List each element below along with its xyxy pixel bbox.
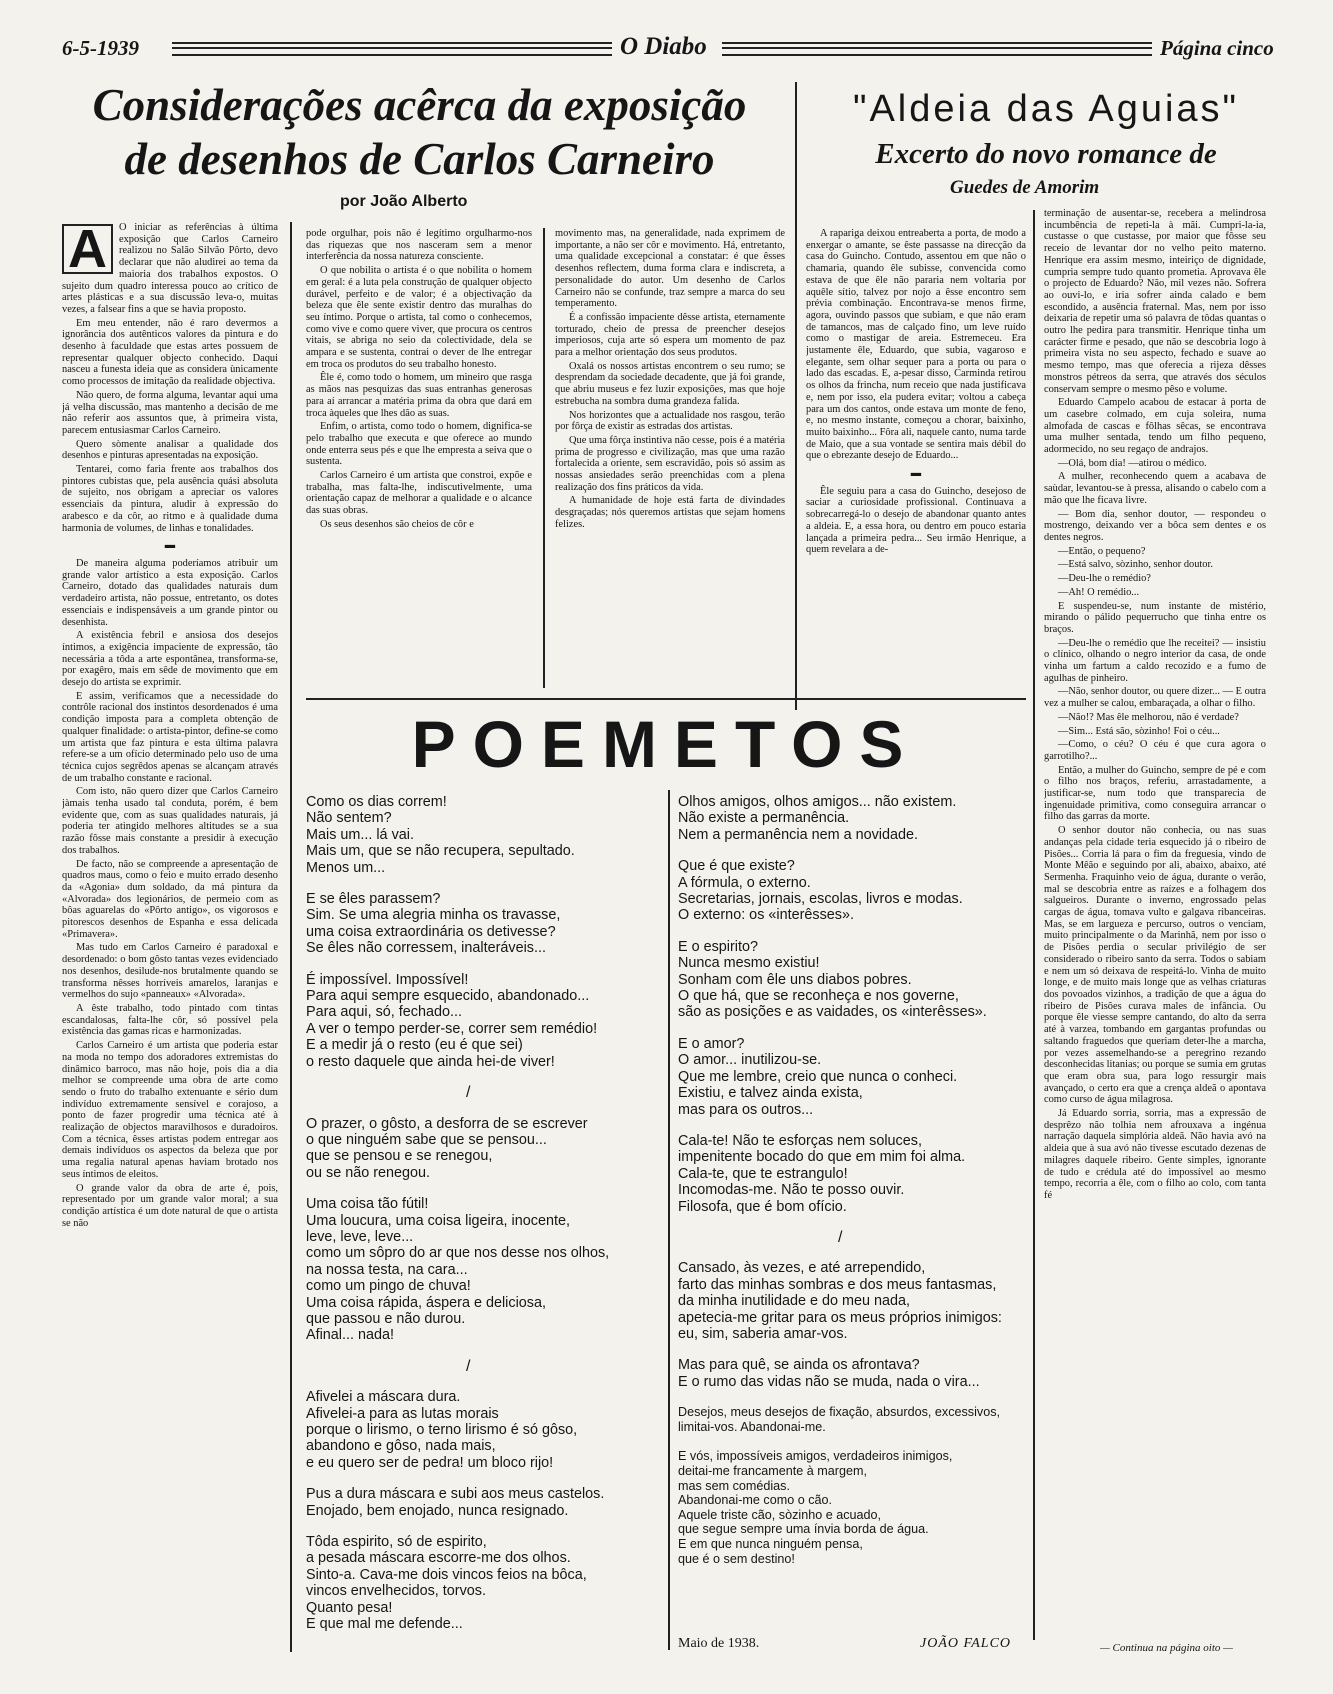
- poem-line: O amor... inutilizou-se.: [678, 1052, 822, 1069]
- poem-line: que se pensou e se renegou,: [306, 1148, 493, 1165]
- poem-line: como um pingo de chuva!: [306, 1278, 471, 1295]
- poem-stanza: [678, 1449, 1028, 1566]
- poem-line: Tôda espirito, só de espirito,: [306, 1534, 487, 1551]
- poem-line: E vós, impossíveis amigos, verdadeiros inimigos,: [678, 1449, 953, 1464]
- poem-line: eu, sim, saberia amar-vos.: [678, 1325, 848, 1342]
- paragraph: Então, a mulher do Guincho, sempre de pé e com o filho nos braços, referiu, arrastadamente, a justificar-se, num todo que transparecia de ingenuidade primitiva, como conseguira arrancar o filho das garras da morte.: [1044, 764, 1266, 823]
- poem-line: Incomodas-me. Não te posso ouvir.: [678, 1182, 905, 1199]
- paragraph: Que uma fôrça instintiva não cesse, pois é a matéria prima de progresso e civilização, mas que uma razão fortalecida a oriente, sem escravidão, pois só assim as nossas ansiedades serão preenchidas com a plena realização dos fins práticos da vida.: [555, 434, 785, 493]
- paragraph: Mas tudo em Carlos Carneiro é paradoxal e desordenado: o bom gôsto tantas vezes evidenciado nos desenhos, desilude-nos brutalmente quando se transforma nêsses horríveis amarelos, laranjas e vermelhos do sujo «panneaux» «Alvorada».: [62, 942, 278, 1001]
- poem-line: E o espirito?: [678, 938, 758, 955]
- poem-line: Existiu, e talvez ainda exista,: [678, 1085, 863, 1102]
- poem-line: limitai-vos. Abandonai-me.: [678, 1419, 826, 1434]
- poem-line: são as posições e as vaidades, os «interêsses».: [678, 1004, 987, 1021]
- poem-line: Desejos, meus desejos de fixação, absurdos, excessivos,: [678, 1405, 1001, 1420]
- poem-line: Uma coisa rápida, áspera e deliciosa,: [306, 1294, 546, 1311]
- poem-line: Sinto-a. Cava-me dois vincos feios na bôca,: [306, 1566, 587, 1583]
- poem-right-column: [678, 794, 1028, 1654]
- poem-line: Sim. Se uma alegria minha os travasse,: [306, 907, 561, 924]
- poem-line: que passou e não durou.: [306, 1310, 466, 1327]
- poem-stanza: [306, 891, 662, 957]
- column-divider-right: [1033, 210, 1035, 1640]
- issue-date: 6-5-1939: [62, 36, 139, 60]
- poem-line: Que é que existe?: [678, 858, 795, 875]
- paragraph: Os seus desenhos são cheios de côr e: [320, 518, 474, 530]
- paragraph: Já Eduardo sorria, sorria, mas a expressão de desprêzo não tolhia nem afrouxava a ingénua narração daquela simplória aldeã. Não havia avó na aldeia que à sua avó não tivesse escutado dezenas de milagres daquele ribeiro. Gente simples, ignorante de tudo e crédula até do impossível ao mesmo tempo, recorria a êle, com o filho ao colo, com tanta fé: [1044, 1108, 1266, 1201]
- article-column-1: [62, 222, 278, 1652]
- poemetos-top-rule: [306, 698, 1026, 700]
- column-divider: [290, 222, 292, 1652]
- paragraph: Êle seguiu para a casa do Guincho, desejoso de saciar a curiosidade profissional. Continuava a sobrecarregá-lo o desejo de abandonar quanto antes a aldeia. E, a essa hora, ou dentro em pouco estaria lançada a primeira pedra... Seu irmão Henrique, a quem revelara a de-: [806, 485, 1026, 556]
- poem-line: uma coisa extraordinária os detivesse?: [306, 923, 556, 940]
- poem-line: o que ninguém sabe que se pensou...: [306, 1131, 547, 1148]
- poem-line: Filosofa, que é bom ofício.: [678, 1198, 847, 1215]
- poem-line: ou se não renegou.: [306, 1164, 431, 1181]
- poem-left-column: [306, 794, 662, 1654]
- poem-stanza: [306, 1486, 662, 1519]
- aldeia-column-1: [806, 228, 1026, 688]
- poem-line: E o amor?: [678, 1035, 745, 1052]
- poem-line: Abandonai-me como o cão.: [678, 1493, 833, 1508]
- paragraph: A êste trabalho, todo pintado com tintas escandalosas, falta-lhe côr, só possível pela existência das gamas ricas e harmonizadas.: [62, 1003, 278, 1038]
- poem-line: Sonham com êle uns diabos pobres.: [678, 971, 912, 988]
- poem-line: da minha inutilidade e do meu nada,: [678, 1293, 911, 1310]
- paragraph: Carlos Carneiro é um artista que poderia estar na moda no tempo dos adoradores extremistas do dinâmico barroco, mas não hoje, pois dia a dia melhor se compreende uma obra de arte como sendo o fruto do trabalho extenuante e sério dum indivíduo extremamente sensível e corajoso, a ponto de fazer progredir uma técnica até à realização de objectos maravilhosos e duradoiros. Com a técnica, êsses artistas podem entregar aos demais indivíduos os aspectos da beleza que por uma regalia natural apenas haviam brotado nos seus íntimos de eleitos.: [62, 1040, 278, 1180]
- paragraph: Em meu entender, não é raro devermos a ignorância dos autênticos valores da pintura e do desenho à faculdade que estas artes possuem de representar qualquer objecto conhecido. Daqui nasceu a funesta ideia que as considera ùnicamente como processos de imitação da realidade objectiva.: [62, 317, 278, 388]
- poem-separator: /: [466, 1084, 471, 1102]
- paragraph: O iniciar as referências à última exposição que Carlos Carneiro realizou no Salão Silvão Pôrto, devo declarar que não aludirei ao tema da maioria dos trabalhos expostos. O sujeito dum quadro interessa pouco ao crítico de artes plásticas e a sua discussão leva-o, muitas vezes, a falsear fins a que se havia proposto.: [62, 222, 278, 315]
- poem-stanza: [306, 794, 662, 876]
- masthead-rule-right: [722, 42, 1152, 56]
- poem-line: Enojado, bem enojado, nunca resignado.: [306, 1502, 569, 1519]
- dialogue-line: —Ah! O remédio...: [1058, 586, 1140, 598]
- page-number: Página cinco: [1160, 36, 1274, 60]
- poem-line: Não sentem?: [306, 810, 392, 827]
- poem-stanza: [678, 1036, 1028, 1118]
- paragraph: Nos horizontes que a actualidade nos rasgou, terão por fôrça de existir as estradas dos artistas.: [555, 409, 785, 433]
- poem-line: deitai-me francamente à margem,: [678, 1463, 867, 1478]
- poem-line: apetecia-me gritar para os meus próprios inimigos:: [678, 1309, 1002, 1326]
- poem-line: Não existe a permanência.: [678, 810, 850, 827]
- poem-line: O externo: os «interêsses».: [678, 907, 854, 924]
- poem-signature: JOÃO FALCO: [920, 1636, 1012, 1651]
- section-ornament: ▬: [910, 468, 922, 480]
- dialogue-line: —Como, o céu? O céu é que cura agora o garrotilho?...: [1044, 739, 1266, 762]
- poem-stanza: [678, 1405, 1028, 1434]
- paragraph: E assim, verificamos que a necessidade do contrôle racional dos instintos desordenados é uma condição imposta para a completa obtenção de qualquer finalidade: o artista-pintor, define-se como um artista que faz pintura e esta última palavra refere-se a um ofício determinado pelo uso de uma técnica cujos segrêdos apenas se alcançam através de um trabalho constante e racional.: [62, 690, 278, 784]
- paragraph: Não quero, de forma alguma, levantar aqui uma já velha discussão, mas mantenho a decisão de me não referir aos assuntos que, à primeira vista, parecem entusiasmar Carlos Carneiro.: [62, 389, 278, 436]
- dialogue-line: —Então, o pequeno?: [1058, 545, 1146, 557]
- poem-line: vincos envelhecidos, torvos.: [306, 1583, 486, 1600]
- paragraph: O senhor doutor não conhecia, ou nas suas andanças pela cidade teria esquecido já o ribeiro de Pisões... Corria lá para o fim da freguesia, vindo de Monte Mêão e seguindo por ali, abaixo, abaixo, até Sermenha. Fraquinho veio de água, durante o verão, mal se descobria entre as raízes e a folhagem dos salgueiros. Durante o inverno, engrossado pelas cargas de água, tomava vulto e galgava ribanceiras. Mas, se em largueza e percurso, outros o venciam, muito principalmente o da Marinhã, nem por isso o de Pisões perdia o secular privilégio de ser considerado o ribeiro santo da serra. Todos o sabiam e nem um só deixava de respeitá-lo. Vinha de muito longe, e de muito mais longe que as velhas criaturas dos povoados vizinhos, a tradição de que a água do ribeiro de Pisões curava males de infância. Ou porque êle viesse sempre cantando, do alto da serra até à varzea, tombando em gargantas profundas ou saltando fraguedos que queriam deter-lhe a marcha, por vezes assemelhando-se a peregrino rezando desconhecidas litanias; ou porque se sumia em grutas que eram obra sua, para logo ressurgir mais avançado, o certo era que a crença aldeã o apontava como curso de água milagrosa.: [1044, 825, 1266, 1106]
- paragraph: Com isto, não quero dizer que Carlos Carneiro jàmais tenha usado tal conduta, porém, é bem evidente que, com as suas qualidades naturais, já poderia ter atingido melhores altitudes se a sua razão fôsse mais constante a presidir à execução dos trabalhos.: [62, 786, 278, 856]
- poem-line: Que me lembre, creio que nunca o conheci.: [678, 1068, 958, 1085]
- poem-line: A fórmula, o externo.: [678, 874, 811, 891]
- dialogue-line: —Não, senhor doutor, ou quere dizer... — E outra vez a mulher se calou, embaraçada, a olhar o filho.: [1044, 686, 1266, 710]
- poem-line: Menos um...: [306, 859, 386, 876]
- poem-line: O prazer, o gôsto, a desforra de se escrever: [306, 1115, 588, 1132]
- aldeia-author: Guedes de Amorim: [950, 177, 1100, 198]
- paragraph: Quero sòmente analisar a qualidade dos desenhos e pinturas apresentadas na exposição.: [62, 438, 278, 462]
- section-ornament: ▬: [164, 540, 176, 552]
- newspaper-name: O Diabo: [620, 33, 707, 60]
- poem-line: Se êles não corressem, inalteráveis...: [306, 940, 546, 957]
- poem-stanza: [678, 794, 1028, 843]
- poem-line: Afivelei-a para as lutas morais: [306, 1405, 499, 1422]
- poem-line: E se êles parassem?: [306, 891, 441, 908]
- article-byline: por João Alberto: [340, 193, 468, 210]
- poem-line: Cala-te, que te estrangulo!: [678, 1165, 848, 1182]
- poem-line: como um sôpro do ar que nos desse nos olhos,: [306, 1245, 610, 1262]
- dialogue-line: —Está salvo, sòzinho, senhor doutor.: [1058, 559, 1213, 571]
- paragraph: Êle é, como todo o homem, um mineiro que rasga as mãos nas pesquizas das suas entranhas generosas para aí arrancar a matéria prima da obra que dará em troca àqueles que lhes dão as suas.: [306, 372, 532, 419]
- poem-line: É impossível. Impossível!: [306, 971, 469, 988]
- poem-stanza: [306, 1389, 662, 1471]
- paragraph: A humanidade de hoje está farta de divindades desgraçadas; nós queremos artistas que sejam homens felizes.: [555, 495, 785, 530]
- poem-stanza: [678, 939, 1028, 1021]
- continued-note: — Continua na página oito —: [1100, 1642, 1233, 1654]
- column-divider: [543, 228, 545, 688]
- poem-column-divider: [668, 790, 670, 1650]
- paragraph: A rapariga deixou entreaberta a porta, de modo a enxergar o amante, se êste passasse na direcção da casa do Guincho. Contudo, assentou em que não o chamaria, quando êle subisse, convencida como estava de que êle não pararia nem voltaria por aquêle sítio, talvez por nojo a êsse encontro sem prévia combinação. Encontrava-se menos firme, agora, ouvindo passos que subiam, e que não eram de tamancos, mas de calçado fino, um leve ruído como o mastigar de areia. Estremeceu. Era justamente êle, Eduardo, que subia, vagaroso e elegante, sem olhar sequer para a porta ou para o lado das escadas. E, a-pesar disso, Carminda retirou os olhos da frincha, num receio que nada justificava e, nem por isso, ela pudera evitar; voltou a cabeça para um dos cantos, onde estava um monte de feno, e, no mesmo instante, começou a chorar, baixinho, muito baixinho... Fôra ali, naquele canto, numa tarde de Maio, que a sua vontade se sentira mais débil do que o ebrezante desejo de Eduardo...: [806, 228, 1026, 462]
- poem-line: Afinal... nada!: [306, 1327, 395, 1344]
- poem-line: impenitente bocado do que em mim foi alma.: [678, 1149, 966, 1166]
- dialogue-line: —Sim... Está são, sòzinho! Foi o céu...: [1058, 725, 1220, 737]
- poem-line: Para aqui, só, fechado...: [306, 1004, 462, 1021]
- paragraph: pode orgulhar, pois não é legítimo orgulharmo-nos das riquezas que nos nasceram sem a menor interferência da nossa natureza consciente.: [306, 228, 532, 263]
- poem-line: Uma coisa tão fútil!: [306, 1196, 429, 1213]
- poem-stanza: [678, 1133, 1028, 1215]
- paragraph: O grande valor da obra de arte é, pois, representado por um grande valor moral; a sua condição artística é um dote natural de que o artista se não: [62, 1182, 278, 1229]
- paragraph: movimento mas, na generalidade, nada exprimem de importante, a não ser côr e movimento. Há, entretanto, uma qualidade excepcional a constatar: é que êsses desenhos reflectem, duma forma clara e indiscreta, a personalidade do autor. Um desenho de Carlos Carneiro não se confunde, traz sempre a marca do seu temperamento.: [555, 228, 785, 310]
- poem-stanza: [306, 1116, 662, 1182]
- poem-separator: /: [466, 1357, 471, 1375]
- poem-line: Mais um, que se não recupera, sepultado.: [306, 843, 575, 860]
- poem-stanza: [678, 1260, 1028, 1342]
- article-divider: [795, 82, 797, 710]
- poemetos-title: POEMETOS: [411, 707, 921, 781]
- paragraph: Eduardo Campelo acabou de estacar à porta de um casebre colmado, em cuja soleira, numa almofada de cascas e fôlhas sêcas, se encontrava uma mulher sentada, tendo um filho pequeno, adormecido, no seu regaço de andrajos.: [1044, 397, 1266, 456]
- poem-line: Afivelei a máscara dura.: [306, 1389, 461, 1406]
- poem-stanza: [306, 1534, 662, 1632]
- aldeia-title: "Aldeia das Aguias": [852, 88, 1240, 130]
- poem-line: E o rumo das vidas não se muda, nada o vira...: [678, 1373, 980, 1390]
- poem-line: na nossa testa, na cara...: [306, 1261, 468, 1278]
- poem-line: que é o sem destino!: [678, 1551, 795, 1566]
- poem-line: Aquele triste cão, sòzinho e acuado,: [678, 1507, 882, 1522]
- poem-line: Como os dias correm!: [306, 794, 447, 810]
- paragraph: E suspendeu-se, num instante de mistério, mirando o pálido pequerrucho que tinha entre os braços.: [1044, 600, 1266, 635]
- poem-line: porque o lirismo, o terno lirismo é só gôso,: [306, 1422, 578, 1438]
- paragraph: A mulher, reconhecendo quem a acabava de saùdar, levantou-se à pressa, alisando o cabelo com a mão que lhe ficava livre.: [1044, 471, 1266, 506]
- poem-line: mas para os outros...: [678, 1101, 814, 1118]
- paragraph: Enfim, o artista, como todo o homem, dignifica-se pelo trabalho que executa e que oferece ao mundo onde enterra seus pés e que lhe empresta a seiva que o sustenta.: [306, 421, 532, 468]
- paragraph: De facto, não se compreende a apresentação de quadros maus, como o feio e muito errado desenho da «Agonia» dum soldado, da má pintura da «Alvorada» dos legionários, de permeio com as bôas aguarelas do «Pôrto antigo», os vigorosos e pitorescos desenhos de Espanha e essa delicada «Primavera».: [62, 858, 278, 940]
- dialogue-line: —Não!? Mas êle melhorou, não é verdade?: [1058, 711, 1239, 723]
- poem-date: Maio de 1938.: [678, 1636, 760, 1651]
- poem-line: Uma loucura, uma coisa ligeira, inocente,: [306, 1212, 570, 1229]
- poem-line: Mais um... lá vai.: [306, 826, 414, 843]
- poem-line: farto das minhas sombras e dos meus fantasmas,: [678, 1276, 997, 1293]
- paragraph: Oxalá os nossos artistas encontrem o seu rumo; se desprendam da sociedade decadente, que já foi grande, que abriu museus e fez luzir exposições, mas que hoje estrebucha na sombra duma grandeza falida.: [555, 360, 785, 407]
- poem-line: leve, leve, leve...: [306, 1228, 414, 1245]
- poem-line: Secretarias, jornais, escolas, livros e modas.: [678, 891, 963, 908]
- poem-line: o resto daquele que ainda hei-de viver!: [306, 1053, 555, 1070]
- article-title-line-1: Considerações acêrca da exposição: [92, 80, 747, 130]
- poem-stanza: [306, 972, 662, 1070]
- article-title: [52, 78, 787, 186]
- masthead-rule-left: [172, 42, 612, 56]
- poem-line: Cansado, às vezes, e até arrependido,: [678, 1260, 926, 1277]
- poem-stanza: [306, 1196, 662, 1344]
- dialogue-line: —Olá, bom dia! —atirou o médico.: [1058, 457, 1207, 469]
- poem-line: A ver o tempo perder-se, correr sem remédio!: [306, 1020, 598, 1037]
- poem-line: O que há, que se reconheça e nos governe,: [678, 988, 959, 1005]
- poem-line: e eu quero ser de pedra! um bloco rijo!: [306, 1454, 554, 1471]
- poem-line: E a medir já o resto (eu é que sei): [306, 1037, 523, 1054]
- drop-cap: A: [62, 224, 113, 274]
- article-column-2: [306, 228, 532, 688]
- paragraph: Carlos Carneiro é um artista que constroi, expõe e trabalha, mas falta-lhe, indiscutìvelmente, uma orientação capaz de melhorar a qualidade e o alcance das suas obras.: [306, 470, 532, 517]
- poem-line: Nem a permanência nem a novidade.: [678, 826, 918, 843]
- aldeia-subtitle: Excerto do novo romance de: [875, 138, 1217, 170]
- poem-line: a pesada máscara escorre-me dos olhos.: [306, 1550, 571, 1567]
- poem-line: Para aqui sempre esquecido, abandonado...: [306, 988, 590, 1005]
- poem-line: E em que nunca ninguém pensa,: [678, 1536, 863, 1551]
- paragraph: De maneira alguma poderíamos atribuir um grande valor artístico a esta exposição. Carlos Carneiro, dotado das qualidades naturais dum verdadeiro artista, não possue, entretanto, os dotes essenciais e indispensáveis a um grande pintor ou desenhista.: [62, 557, 278, 628]
- dialogue-line: —Deu-lhe o remédio?: [1058, 573, 1151, 585]
- poem-stanza: [678, 858, 1028, 924]
- poem-stanza: [678, 1357, 1028, 1390]
- dialogue-line: — Bom dia, senhor doutor, — respondeu o mostrengo, deixando ver a bôca sem dentes e os dentes negros.: [1044, 508, 1266, 543]
- article-column-3: [555, 228, 785, 688]
- poem-separator: /: [838, 1228, 843, 1246]
- poem-line: mas sem comédias.: [678, 1478, 790, 1493]
- poem-line: que segue sempre uma ínvia borda de água.: [678, 1522, 929, 1537]
- aldeia-column-2: [1044, 208, 1266, 1636]
- poem-line: Nunca mesmo existiu!: [678, 955, 820, 972]
- dialogue-line: —Deu-lhe o remédio que lhe receitei? — insistiu o clínico, olhando o negro interior da casa, de onde vinha um fartum a caldo recozido e a fumo de agulhas de pinheiro.: [1044, 637, 1266, 684]
- poem-line: E que mal me defende...: [306, 1616, 463, 1633]
- poem-line: Pus a dura máscara e subi aos meus castelos.: [306, 1486, 605, 1503]
- article-title-line-2: de desenhos de Carlos Carneiro: [124, 134, 715, 184]
- paragraph: É a confissão impaciente dêsse artista, eternamente torturado, cheio de pressa de preencher desejos imperiosos, cuja arte só espera um momento de paz para a melhor orientação dos seus produtos.: [555, 311, 785, 359]
- paragraph: O que nobilita o artista é o que nobilita o homem em geral: é a luta pela construção de qualquer objecto durável, perfeito e de valor; é a objectivação da beleza que êle sente existir dentro das muralhas do seu íntimo. Porque o artista, tal como o conhecemos, como vive e como quere viver, que procura os centros vitais, se abriga no seio da colectividade, dela se ampara e se sustenta, contrai o dever de lhe entregar em troca os produtos do seu trabalho honesto.: [306, 265, 532, 370]
- paragraph: Tentarei, como faria frente aos trabalhos dos pintores cubistas que, pela ausência quási absoluta de sujeito, nos obrigam a apreciar os valores essenciais da pintura, aludir à expressão do arabesco e da côr, ao ritmo e à qualidade duma harmonia de volumes, de linhas e tonalidades.: [62, 464, 278, 534]
- poem-line: Cala-te! Não te esforças nem soluces,: [678, 1132, 922, 1149]
- poem-line: Quanto pesa!: [306, 1599, 393, 1616]
- poem-line: abandono e gôso, nada mais,: [306, 1438, 496, 1455]
- poem-line: Mas para quê, se ainda os afrontava?: [678, 1357, 920, 1374]
- poem-line: Olhos amigos, olhos amigos... não existem.: [678, 794, 957, 810]
- paragraph: terminação de ausentar-se, recebera a melindrosa incumbência de repeti-la à mãi. Cumpri-la-ia, custasse o que custasse, por maior que fôsse seu receio de levantar dor no velho peito materno. Henrique era assim mesmo, inteiriço de dignidade, cumpria sempre tudo quanto prometia. Aprovava êle o projecto de Eduardo? Não, mil vezes não. Sofrera ao ouvi-lo, e iria sofrer ainda calado e bem escondido, a ausência fraternal. Mas, nem por isso deixaria de repetir uma só palavra de tôdas quantas o outro lhe pedira para transmitir. Henrique tinha um carácter firme e pesado, que não se descobria logo à primeira vista no seu aspecto, fechado e suave ao mesmo tempo, mas que oferecia a rijeza dêsses monstros pétreos da serra, que através dos séculos conservam sempre o mesmo pêso e volume.: [1044, 208, 1266, 395]
- paragraph: A existência febril e ansiosa dos desejos íntimos, a exigência impaciente de expressão, tão necessária a tôda a arte espontânea, transforma-se, por exagêro, mais em sêde de movimento que em desejo do artista se exprimir.: [62, 630, 278, 689]
